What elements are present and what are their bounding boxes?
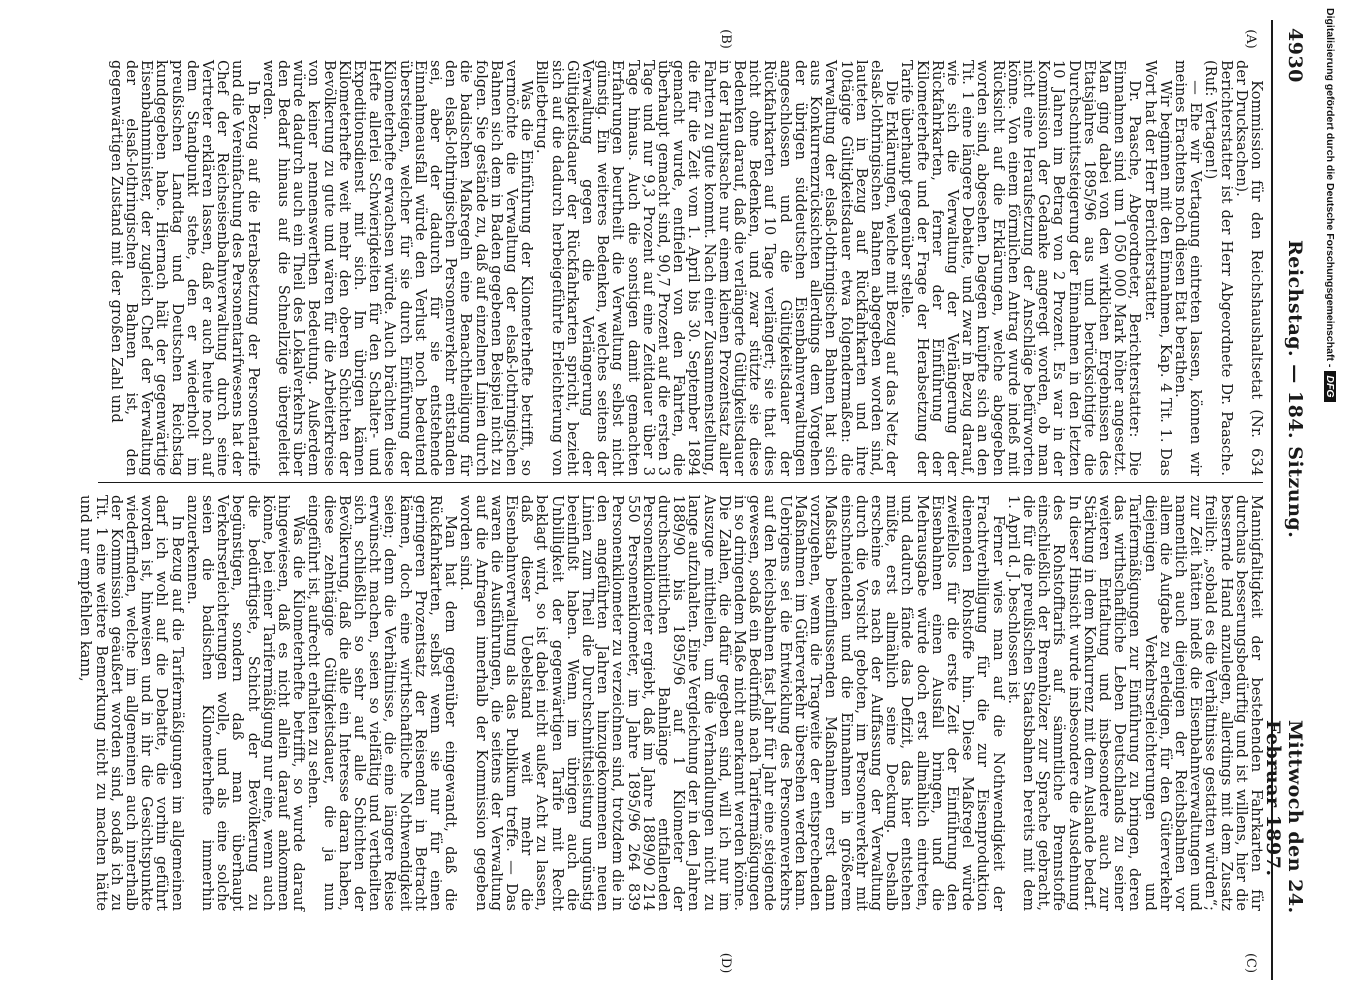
- page-number: 4930: [1284, 28, 1306, 83]
- dfg-logo: DFG: [1324, 371, 1336, 401]
- left-column: [83, 60, 1263, 476]
- paragraph: Mannigfaltigkeit der bestehenden Fahrkarten für durchaus besserungsbedürftig und ist willens, hier die bessernde Hand anzulegen, allerdings mit dem Zusatz freilich: „sobald es die Verhältnisse gestatten würden“; zur Zeit hätten indeß die Eisenbahnverwaltungen und namentlich auch diejenigen der Reichsbahnen vor allem die Aufgabe zu erledigen, für den Güterverkehr diejenigen Verkehrserleichterungen und Tarifermäßigungen zur Einführung zu bringen, deren das wirthschaftliche Leben Deutschlands zu seiner weiteren Entfaltung und insbesondere auch zur Stärkung in dem Konkurrenz mit dem Auslande bedarf. In dieser Hinsicht wurde insbesondere die Ausdehnung des Rohstofftarifs auf sämmtliche Brennstoffe einschließlich der Brennhölzer zur Sprache gebracht, die für die preußischen Staatsbahnen bereits mit dem 1. April d. J. beschlossen ist.: [1004, 495, 1264, 911]
- paragraph: Man hat dem gegenüber eingewandt, daß die Rückfahrkarten, selbst wenn sie nur für einen geringeren Prozentsatz der Reisenden in Betracht kämen, doch eine wirthschaftliche Nothwendigkeit seien; denn die Verhältnisse, die eine längere Reise erwünscht machen, seien so vielfältig und vertheilten sich schließlich so sehr auf alle Schichten der Bevölkerung, daß die alle ein Interesse daran haben, diese zehntägige Gültigkeitsdauer, die ja nun eingeführt ist, aufrecht erhalten zu sehen.: [305, 495, 459, 911]
- credit-text: Digitalisierung gefördert durch die Deutsche Forschungsgemeinschaft -: [1324, 8, 1336, 368]
- column-divider: [98, 482, 1263, 483]
- session-title: Reichstag. — 184. Sitzung.: [1284, 240, 1306, 539]
- paragraph: Dr. Paasche, Abgeordneter, Berichterstatter: Die Einnahmen sind um 1 050 000 Mark höher angesetzt. Man ging dabei von den wirklichen Ergebnissen des Etatsjahres 1895/96 aus und berücksichtigte die Durchschnittssteigerung der Einnahmen in den letzten 10 Jahren im Betrag von 2 Prozent. Es war in der Kommission der Gedanke angeregt worden, ob man nicht eine Heraufsetzung der Anschläge befürworten könne. Von einem förmlichen Antrag wurde indeß mit Rücksicht auf die Erklärungen, welche abgegeben worden sind, abgesehen. Dagegen knüpfte sich an den Tit. 1 eine längere Debatte, und zwar in Bezug darauf, wie sich die Verwaltung der Verlängerung der Rückfahrkarten, ferner der Einführung der Kilometerhefte und der Frage der Herabsetzung der Tarife überhaupt gegenüber stelle.: [898, 60, 1143, 476]
- margin-marker-a: (A): [1243, 29, 1258, 49]
- paragraph: — Ehe wir Vertagung eintreten lassen, können wir meines Erachtens noch diesen Etat berathen.: [1171, 60, 1204, 476]
- digitization-credit: [1320, 8, 1336, 788]
- running-head: [1262, 20, 1306, 980]
- paragraph: Berichterstatter ist der Herr Abgeordnete Dr. Paasche. (Ruf: Vertagen!): [1202, 60, 1234, 476]
- paragraph: In Bezug auf die Herabsetzung der Personentarife und die Vereinfachung des Personentarifwesens hat der Chef der Reichseisenbahnverwaltung durch seine Vertreter erklären lassen, daß er auch heute noch auf dem Standpunkt stehe, den er wiederholt im preußischen Landtag und Deutschen Reichstag kundgegeben habe. Hiernach hält der gegenwärtige Eisenbahnminister, der zugleich Chef der Verwaltung der elsaß-lothringischen Bahnen ist, den gegenwärtigen Zustand mit der großen Zahl und: [107, 60, 261, 476]
- paragraph: Kommission für den Reichshaushaltsetat (Nr. 634 der Drucksachen).: [1232, 60, 1264, 476]
- rotated-document-page: [23, 20, 1318, 980]
- margin-marker-d: (D): [718, 952, 733, 974]
- paragraph: Was die Einführung der Kilometerhefte betrifft, so vermöchte die Verwaltung der elsaß-lothringischen Bahnen sich dem in Baden gegebenen Beispiel nicht zu folgen. Sie gestände zu, daß auf einzelnen Linien durch die badischen Maßregeln eine Benachtheiligung für den elsaß-lothringischen Personenverkehr entstanden sei, aber der dadurch für sie entstehende Einnahmeausfall würde den Verlust noch bedeutend übersteigen, welcher für sie durch Einführung der Kilometerhefte erwachsen würde. Auch brächten diese Hefte allerlei Schwierigkeiten für den Schalter- und Expeditionsdienst mit sich. Im übrigen kämen Kilometerhefte weit mehr den oberen Schichten der Bevölkerung zu gute und wären für die Arbeiterkreise von keiner nennenswerthen Bedeutung. Außerdem würde dadurch auch ein Theil des Lokalverkehrs über den Bedarf hinaus auf die Schnellzüge übergeleitet werden.: [259, 60, 535, 476]
- paragraph: Was die Kilometerhefte betrifft, so wurde darauf hingewiesen, daß es nicht allein darauf ankommen könne, bei einer Tarifermäßigung nur eine, wenn auch die bedürftigste, Schicht der Bevölkerung zu begünstigen, sondern daß man überhaupt Verkehrserleichterungen wolle, und als eine solche seien die badischen Kilometerhefte immerhin anzuerkennen.: [183, 495, 307, 911]
- paragraph: Wir beginnen mit den Einnahmen, Kap. 4 Tit. 1. Das Wort hat der Herr Berichterstatter.: [1141, 60, 1173, 476]
- header-rule: [1271, 20, 1273, 980]
- right-column: [77, 495, 1264, 911]
- paragraph: In Bezug auf die Tarifermäßigungen im allgemeinen darf ich wohl auf die Debatte, die vorhin geführt worden ist, hinweisen und in ihr die Gesichtspunkte wiederfinden, welche im allgemeinen auch innerhalb der Kommission geäußert worden sind, sodaß ich zu Tit. 1 eine weitere Bemerkung nicht zu machen hätte und nur empfehlen kann,: [77, 495, 185, 911]
- session-date: Mittwoch den 24. Februar 1897.: [1262, 720, 1306, 914]
- margin-marker-b: (B): [718, 29, 733, 49]
- margin-marker-c: (C): [1243, 952, 1258, 974]
- paragraph: Die Erklärungen, welche mit Bezug auf das Netz der elsaß-lothringischen Bahnen abgegeben worden sind, lauteten in Bezug auf Rückfahrkarten und ihre 10tägige Gültigkeitsdauer etwa folgendermaßen: die Verwaltung der elsaß-lothringischen Bahnen hat sich aus Konkurrenzrücksichten allerdings dem Vorgehen der übrigen süddeutschen Eisenbahnverwaltungen angeschlossen und die Gültigkeitsdauer der Rückfahrkarten auf 10 Tage verlängert; sie that dies nicht ohne Bedenken, und zwar stützte sie diese Bedenken darauf, daß die verlängerte Gültigkeitsdauer in der Hauptsache nur einem kleinen Prozentsatz aller Fahrten zu gute kommt. Nach einer Zusammenstellung, die für die Zeit vom 1. April bis 30. September 1894 gemacht wurde, entfielen von den Fahrten, die überhaupt gemacht sind, 90,7 Prozent auf die ersten 3 Tage und nur 9,3 Prozent auf eine Zeitdauer über 3 Tage hinaus. Auch die sonstigen damit gemachten Erfahrungen beurtheilt die Verwaltung selbst nicht günstig. Ein weiteres Bedenken, welches seitens der Verwaltung gegen die Verlängerung der Gültigkeitsdauer der Rückfahrkarten spricht, bezieht sich auf die dadurch herbeigeführte Erleichterung von Billetbetrug.: [533, 60, 900, 476]
- paragraph: Ferner wies man auf die Nothwendigkeit der Frachtverbilligung für die zur Eisenproduktion dienenden Rohstoffe hin. Diese Maßregel würde zweifellos für die erste Zeit der Einführung den Eisenbahnen einen Ausfall bringen, und die Mehrausgabe würde doch erst allmählich eintreten, und dadurch fände das Defizit, das hier entstehen müßte, erst allmählich seine Deckung. Deshalb erscheine es nach der Auffassung der Verwaltung durch die Vorsicht geboten, im Personenverkehr mit einschneidenden und die Einnahmen in größerem Maßstab beeinflussenden Maßnahmen erst dann vorzugehen, wenn die Tragweite der entsprechenden Maßnahmen im Güterverkehr übersehen werden kann. Uebrigens sei die Entwicklung des Personenverkehrs auf den Reichsbahnen fast Jahr für Jahr eine steigende gewesen, sodaß ein Bedürfniß nach Tarifermäßigungen in so dringendem Maße nicht anerkannt werden könne. Die Zahlen, die dafür gegeben sind, will ich nur im Auszuge mittheilen, um die Verhandlungen nicht zu lange aufzuhalten. Eine Vergleichung der in den Jahren 1889/90 bis 1895/96 auf 1 Kilometer der durchschnittlichen Bahnlänge entfallenden Personenkilometer ergiebt, daß im Jahre 1889/90 214 550 Personenkilometer, im Jahre 1895/96 264 839 Personenkilometer zu verzeichnen sind, trotzdem die in den angeführten Jahren hinzugekommenen neuen Linien zum Theil die Durchschnittsleistung ungünstig beeinflußt haben. Wenn im übrigen auch die Unbilligkeit der gegenwärtigen Tarife mit Recht beklagt wird, so ist dabei nicht außer Acht zu lassen, daß dieser Uebelstand weit mehr die Eisenbahnverwaltung als das Publikum treffe. — Das waren die Ausführungen, die seitens der Verwaltung auf die Anfragen innerhalb der Kommission gegeben worden sind.: [457, 495, 1006, 911]
